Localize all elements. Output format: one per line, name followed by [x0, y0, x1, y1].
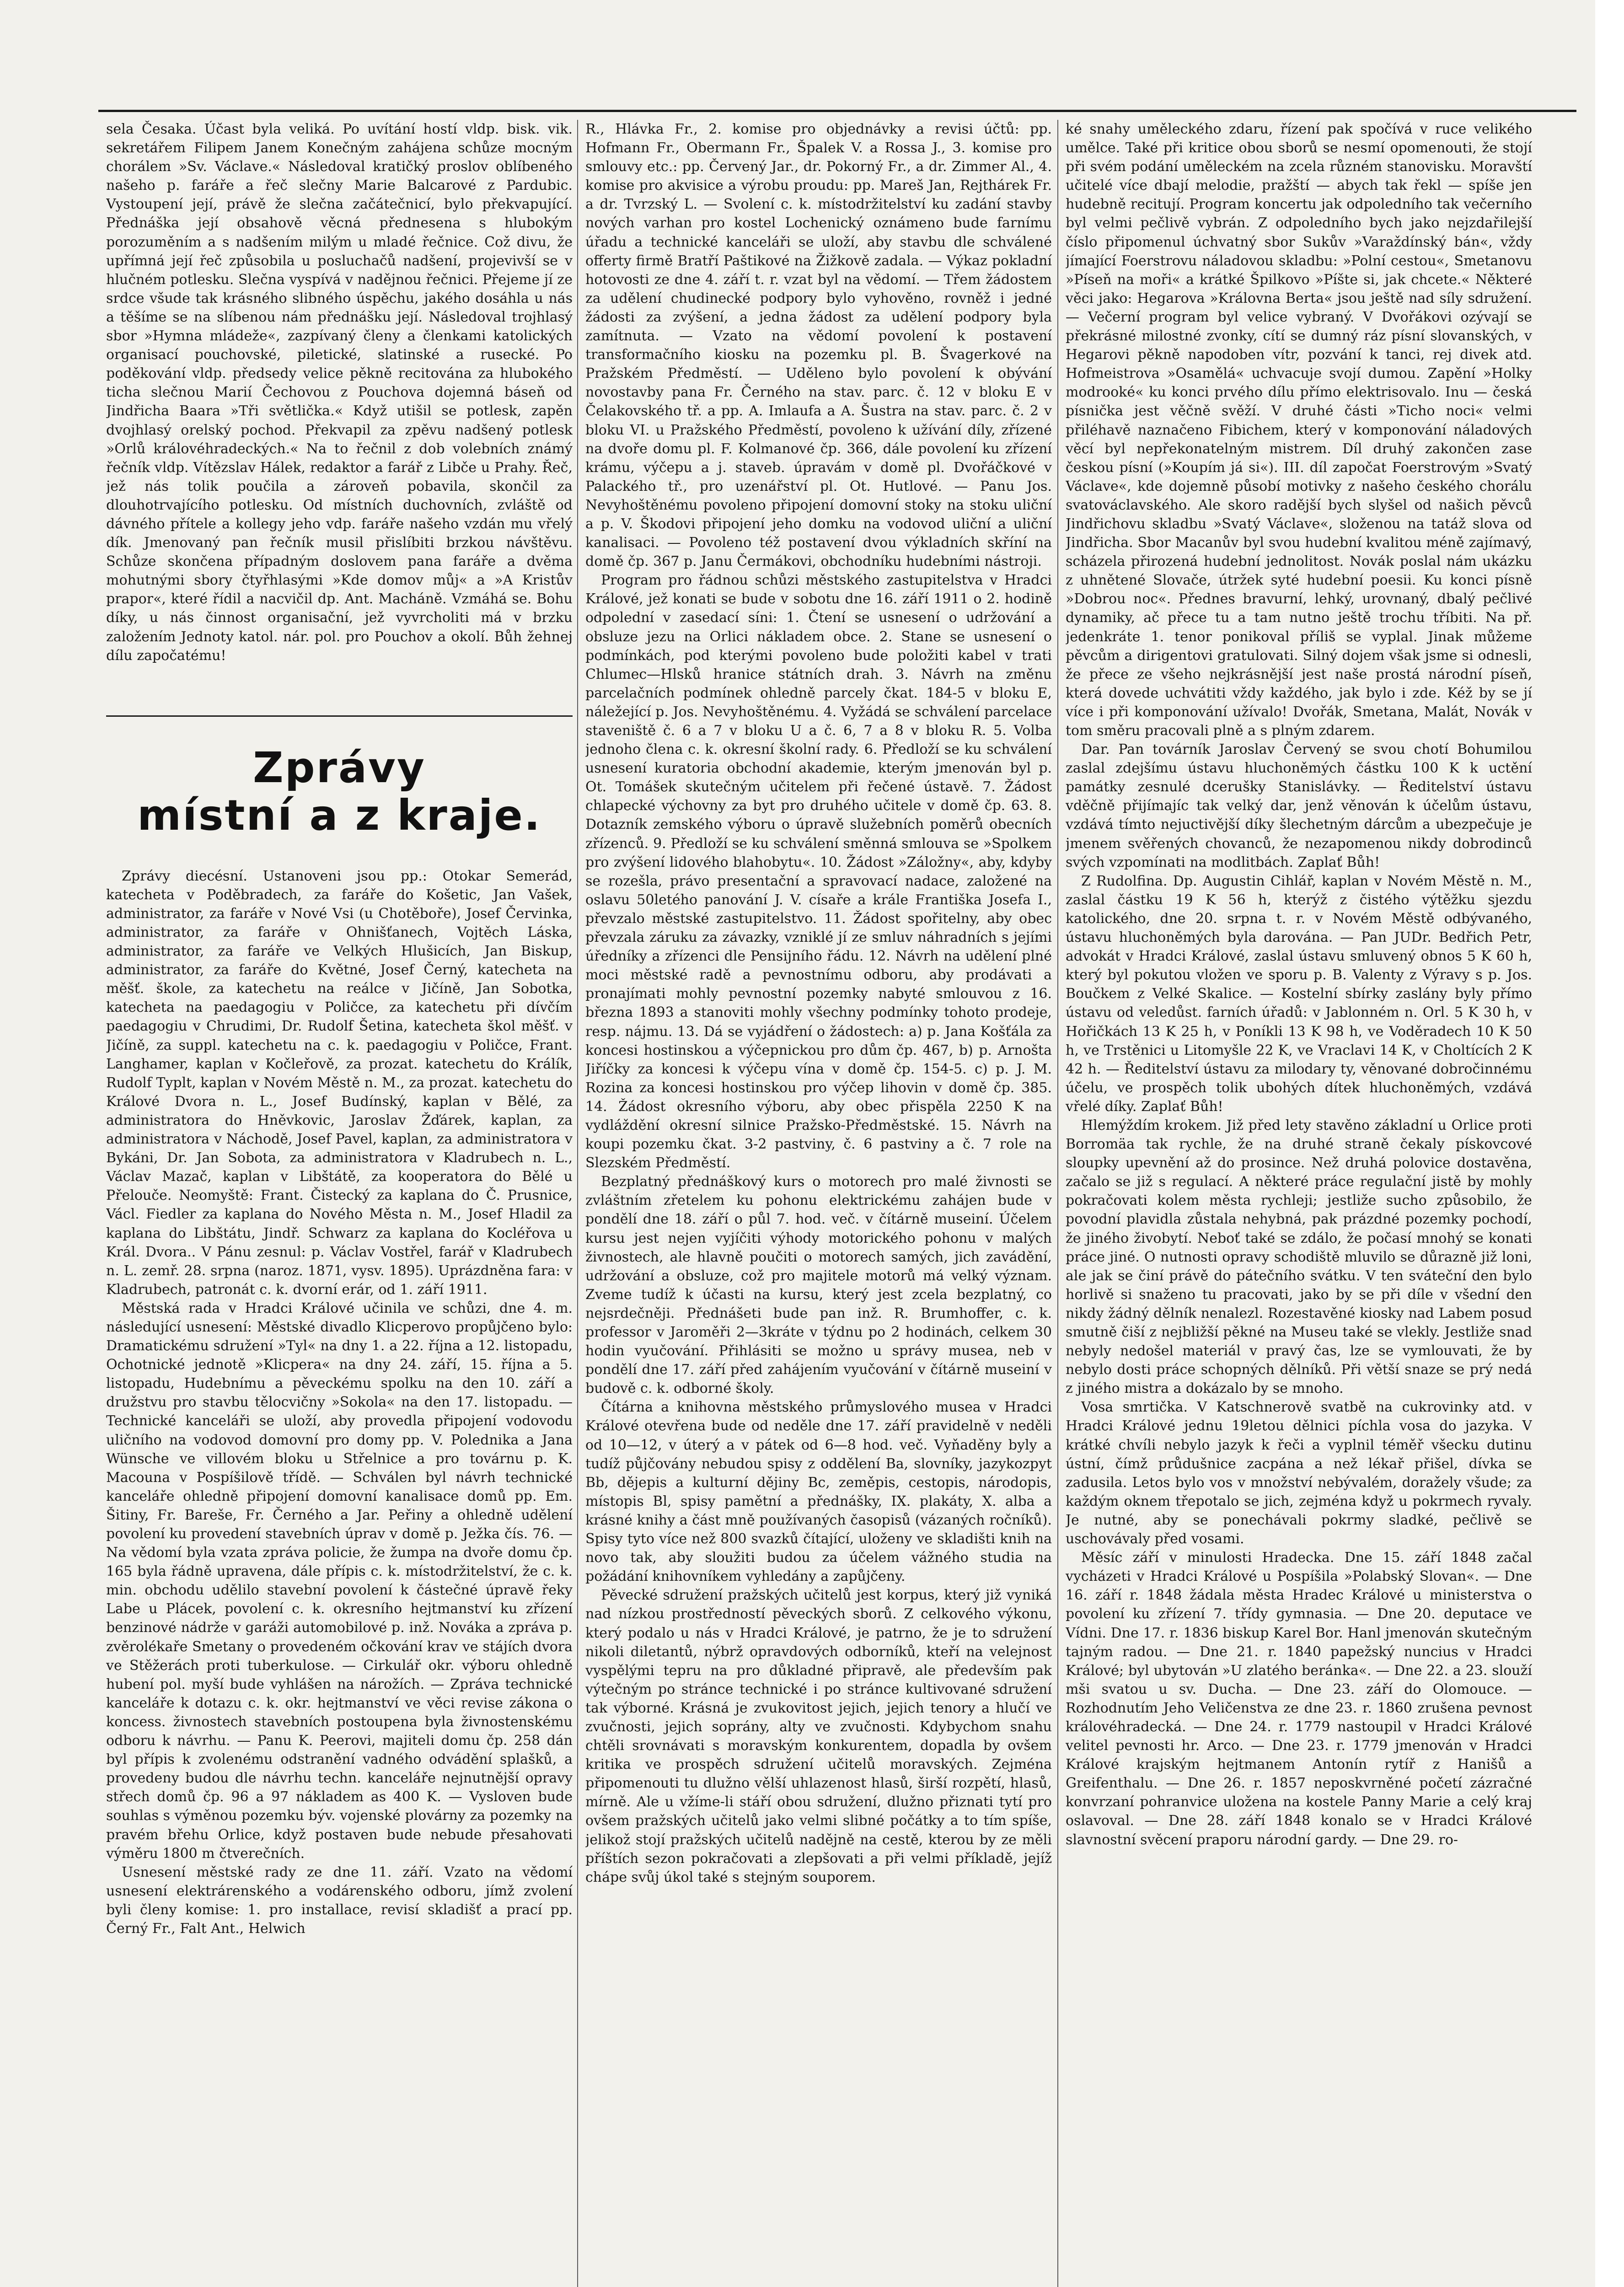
- section-heading-line-1: Zprávy: [253, 743, 426, 792]
- article-text: Vosa smrtička. V Katschnerově svatbě na cukrovinky atd. v Hradci Králové jednu 19letou dělnici píchla vosa do jazyka. V krátké chvíli nebylo jazyk k řeči a vyplnil téměř všecku dutinu ústní, čímž průdušnice zacpána a než lékař přišel, dívka se zadusila. Letos bylo vos v množství nebývalém, doražely všude; za každým oknem třepotalo se jich, zejména když u pokrmech ryvaly. Je nutné, aby se ponechávali pokrmy sladké, pečlivě se uschovávaly před vosami.: [1066, 1399, 1532, 1547]
- column-divider-2: [1057, 120, 1058, 2287]
- article-text: Pěvecké sdružení pražských učitelů jest korpus, který již vyniká nad nízkou prostředností pěveckých sborů. Z celkového výkonu, který podalo u nás v Hradci Králové, je patrno, že je to sdružení nikoli diletantů, nýbrž opravdových odborníků, kteří na velejnost vyspělými tepru na pro důkladné připravě, ale především pak výtečným po stránce technické i po stránce kultivované sdružení tak výborné. Krásná je zvukovitost jejich, jejich tenory a hlučí ve zvučnosti, jejich soprány, alty ve zvučnosti. Kdybychom snahu chtěli srovnávati s moravským konkurentem, dopadla by ovšem kritika ve prospěch sdružení učitelů moravských. Zejména připomenouti tu dlužno vělší uhlazenost hlasů, širší rozpětí, hlasů, mírně. Ale u vžíme-li stáří obou sdružení, dlužno přiznati tytí pro ovšem pražských učitelů jako velmi slibné počátky a to tím spíše, jelikož stojí pražských učitelů nadějně na cestě, kterou by ze měli příštích sezon pokračovati a zlepšovati a při velmi příkladě, jejíž chápe svůj úkol také s stejným souporem.: [585, 1587, 1052, 1885]
- column-3: [1066, 120, 1532, 2287]
- section-heading-line-2: místní a z kraje.: [137, 790, 541, 840]
- page-margin-strip: [1595, 0, 1624, 2287]
- article-text: Program pro řádnou schůzi městského zastupitelstva v Hradci Králové, jež konati se bude v sobotu dne 16. září 1911 o 2. hodině odpolední v zasedací síni: 1. Čtení se usnesení o udržování a obsluze jezu na Orlici nákladem obce. 2. Stane se usnesení o podmínkách, pod kterými povoleno bude položiti kabel v trati Chlumec—Hlsků hranice státních drah. 3. Návrh na změnu parcelačních podmínek ohledně parcely čkat. 184-5 v bloku E, náležející p. Jos. Nevyhoštěnému. 4. Vyžádá se schválení parcelace staveniště č. 6 a 7 v bloku U a č. 6, 7 a 8 v bloku R. 5. Volba jednoho člena c. k. okresní školní rady. 6. Předloží se ku schválení usnesení kuratoria obchodní akademie, kterým jmenován byl p. Ot. Tomášek skutečným učitelem při řečené ústavě. 7. Žádost chlapecké výchovny za byt pro druhého učitele v domě čp. 63. 8. Dotazník zemského výboru o úpravě služebních poměrů obecních zřízenců. 9. Předloží se ku schválení směnná smlouva se »Spolkem pro zvýšení lidového blahobytu«. 10. Žádost »Záložny«, aby, kdyby se rozešla, právo presentační a spravovací nadace, založené na oslavu 50letého panování J. V. císaře a krále Františka Josefa I., převzalo městské zastupitelstvo. 11. Žádost spořitelny, aby obec převzala záruku za závazky, vzniklé jí ze smluv náhradních s jejími úředníky a zřízenci dle Pensijního řádu. 12. Návrh na udělení plné moci městské radě a pevnostnímu odboru, aby prodávati a pronajímati mohly pevnostní pozemky nabyté smlouvou z 16. března 1893 a stanoviti mohly všechny podmínky tohoto prodeje, resp. nájmu. 13. Dá se vyjádření o žádostech: a) p. Jana Košťála za koncesi hostinskou a výčepnickou pro dům čp. 467, b) p. Arnošta Jiříčky za koncesi k výčepu vína v domě čp. 154-5. c) p. J. M. Rozina za koncesi hostinskou pro výčep lihovin v domě čp. 385. 14. Žádost okresního výboru, aby obec přispěla 2250 K na vydláždění okresní silnice Pražsko-Předměstské. 15. Návrh na koupi pozemku čkat. 3-2 pastviny, č. 6 pastviny a č. 7 role na Slezském Předměstí.: [585, 572, 1052, 1171]
- article-text: Měsíc září v minulosti Hradecka. Dne 15. září 1848 začal vycházeti v Hradci Králové u Pospíšila »Polabský Slovan«. — Dne 16. září r. 1848 žádala města Hradec Králové u ministerstva o povolení ku zřízení 7. třídy gymnasia. — Dne 20. deputace ve Vídni. Dne 17. r. 1836 biskup Karel Bor. Hanl jmenován skutečným tajným radou. — Dne 21. r. 1840 papežský nuncius v Hradci Králové; byl ubytován »U zlatého beránka«. — Dne 22. a 23. slouží mši svatou u sv. Ducha. — Dne 23. září do Olomouce. — Rozhodnutím Jeho Veličenstva ze dne 23. r. 1860 zrušena pevnost královéhradecká. — Dne 24. r. 1779 nastoupil v Hradci Králové velitel pevnosti hr. Arco. — Dne 23. r. 1779 jmenován v Hradci Králové krajským hejtmanem Antonín rytíř z Hanišů a Greifenthalu. — Dne 26. r. 1857 neposkvrněné početí zázračné konvrzaní pohranvice uložena na kostele Panny Marie a celý kraj oslavoval. — Dne 28. září 1848 konalo se v Hradci Králové slavnostní svěcení praporu národní gardy. — Dne 29. ro-: [1066, 1550, 1532, 1848]
- column-2: [585, 120, 1052, 2287]
- article-text: Usnesení městské rady ze dne 11. září. Vzato na vědomí usnesení elektrárenského a vodárenského odboru, jímž zvolení byli členy komise: 1. pro installace, revisí skladišť a prací pp. Černý Fr., Falt Ant., Helwich: [106, 1864, 573, 1937]
- article-text: Bezplatný přednáškový kurs o motorech pro malé živnosti se zvláštním zřetelem ku pohonu elektrickému zahájen bude v pondělí dne 18. září o půl 7. hod. več. v čítárně museiní. Účelem kursu jest nejen vyjíčiti výhody motorického pohonu v malých živnostech, ale hlavně poučiti o motorech samých, jich zavádění, udržování a obsluze, což pro majitele motorů má velký význam. Zveme tudíž k účasti na kursu, který jest zcela bezplatný, co nejsrdečněji. Přednášeti bude pan inž. R. Brumhoffer, c. k. professor v Jaroměři 2—3kráte v týdnu po 2 hodinách, celkem 30 hodin vyučování. Přihlásiti se možno u správy musea, neb v pondělí dne 17. září před zahájením vyučování v čítárně museiní v budově c. k. odborné školy.: [585, 1174, 1052, 1397]
- article-text: ké snahy uměleckého zdaru, řízení pak spočívá v ruce velikého umělce. Také při kritice obou sborů se nesmí opomenouti, že stojí při svém podání uměleckém na zcela různém stanovisku. Moravští učitelé více dbají melodie, pražští — abych tak řekl — spíše jen hudebně recitují. Program koncertu jak odpoledního tak večerního byl velmi pečlivě vybrán. Z odpoledního bych jako nejzdařilejší číslo připomenul úchvatný sbor Sukův »Varaždínský bán«, vždy jímající Foerstrovu náladovou skladbu: »Polní cestou«, Smetanovu »Píseň na moři« a krátké Špilkovo »Píšte si, jak chcete.« Některé věci jako: Hegarova »Královna Berta« jsou ještě nad síly sdružení. — Večerní program byl velice vybraný. V Dvořákovi ozývají se překrásné milostné zvonky, cítí se dumný ráz písní slovanských, v Hegarovi pěkně napodoben vítr, pozvání k tanci, rej divek atd. Hofmeistrova »Osamělá« uchvacuje svojí dumou. Zapění »Holky modrooké« ku konci prvého dílu přímo elektrisovalo. Inu — česká písnička jest věčně svěží. V druhé části »Ticho noci« velmi přiléhavě naznačeno Fibichem, který v komponování náladových věcí byl nepřekonatelným mistrem. Díl druhý zakončen zase českou písní (»Koupím já si«). III. díl započat Foerstrovým »Svatý Václave«, kde dojemně působí motivky z našeho českého chorálu svatováclavského. Ale skoro radější bych slyšel od našich pěvců Jindřichovu skladbu »Svatý Václave«, složenou na tatáž slova od Jindřicha. Sbor Macanův byl svou hudební kvalitou méně zajímavý, scházela přirozená hudební jednolitost. Novák poslal nám ukázku z uhnětené Slovače, útržek syté hudební poesii. Ku konci písně »Dobrou noc«. Přednes bravurní, lehký, urovnaný, dbalý pečlivé dynamiky, ač přece tu a tam nutno ještě trochu tříbiti. Na př. jedenkráte 1. tenor ponikoval příliš se vyplal. Jinak můžeme pěvcům a dirigentovi gratulovati. Silný dojem však jsme si odnesli, že přece ze všeho nejkrásnější jest naše prostá národní píseň, která dovede uchvátiti vždy každého, jak bylo i zde. Kéž by se jí více i při komponování užívalo! Dvořák, Smetana, Malát, Novák v tom směru pracovali plně a s plným zdarem.: [1066, 121, 1532, 739]
- article-text: Městská rada v Hradci Králové učinila ve schůzi, dne 4. m. následující usnesení: Městské divadlo Klicperovo propůjčeno bylo: Dramatickému sdružení »Tyl« na dny 1. a 22. října a 12. listopadu, Ochotnické jednotě »Klicpera« na dny 24. září, 15. října a 5. listopadu, Hudebnímu a pěveckému spolku na den 10. září a družstvu pro stavbu tělocvičny »Sokola« na den 17. listopadu. — Technické kanceláři se uloží, aby provedla připojení vodovodu uličního na vodovod domovní pro domy pp. V. Polednika a Jana Wünsche ve villovém bloku u Střelnice a pro továrnu p. K. Macouna v Pospíšilově třídě. — Schválen byl návrh technické kanceláře ohledně připojení domovní kanalisace domů pp. Em. Šitiny, Fr. Bareše, Fr. Černého a Jar. Peřiny a ohledně udělení povolení ku provedení stavebních úprav v domě p. Ježka čís. 76. — Na vědomí byla vzata zpráva policie, že žumpa na dvoře domu čp. 165 byla řádně upravena, dále přípis c. k. místodržitelství, že c. k. min. obchodu udělilo stavební povolení k částečné úpravě řeky Labe u Plácek, povolení c. k. okresního hejtmanství ku zřízení benzinové nádrže v garáži automobilové p. inž. Nováka a zpráva p. zvěrolékaře Smetany o provedeném očkování krav ve stájích dvora ve Stěžerách proti tuberkulose. — Cirkulář okr. výboru ohledně hubení pol. myší bude vyhlášen na nárožích. — Zpráva technické kanceláře k dotazu c. k. okr. hejtmanství ve věci revise zákona o koncess. živnostech stavebních postoupena byla živnostenskému odboru k návrhu. — Panu K. Peerovi, majiteli domu čp. 258 dán byl přípis k zvolenému odstranění vadného odvádění splašků, a provedeny budou dle návrhu techn. kanceláře nejnutnější opravy střech domů čp. 96 a 97 nákladem as 400 K. — Vysloven bude souhlas s výměnou pozemku býv. vojenské plovárny za pozemky na pravém břehu Orlice, když postaven bude nebude přesahovati výměru 1800 m čtverečních.: [106, 1300, 573, 1862]
- article-text: Hlemýždím krokem. Již před lety stavěno základní u Orlice proti Borromäa tak rychle, že na druhé straně čekaly pískovcové sloupky upevnění až do prosince. Než druhá polovice dostavěna, začalo se již s regulací. A některé práce regulační jistě by mohly pokračovati kolem města rychleji; jestliže sucho způsobilo, že povodní plavidla zůstala nehybná, pak prázdné pozemky pochodí, že jiného živobytí. Neboť také se zdálo, že počasí mnohý se konati práce jiné. O nutnosti opravy schodiště mluvilo se důrazně již loni, ale jak se činí právě do pátečního svátku. V ten sváteční den bylo horlivě si snaženo tu pracovati, jako by se při díle v všední den nikdy žádný dělník nenalezl. Rozestavěné kiosky nad Labem posud smutně čiší z nejbližší pěkné na Museu také se vlekly. Jestliže snad nebyly nedošel materiál v pravý čas, lze se vymlouvati, že by nebylo dosti práce schopných dělníků. Při větší snaze se prý nedá z jiného mistra a dokázalo by se mnoho.: [1066, 1117, 1532, 1397]
- article-text: R., Hlávka Fr., 2. komise pro objednávky a revisi účtů: pp. Hofmann Fr., Obermann Fr., Špalek V. a Rossa J., 3. komise pro smlouvy etc.: pp. Červený Jar., dr. Pokorný Fr., a dr. Zimmer Al., 4. komise pro akvisice a výrobu proudu: pp. Mareš Jan, Rejthárek Fr. a dr. Tvrzský L. — Svolení c. k. místodržitelství ku zadání stavby nových varhan pro kostel Lochenický oznámeno bude farnímu úřadu a technické kanceláři se uloží, aby stavbu dle schválené offerty firmě Bratří Paštikové na Žižkově zadala. — Výkaz pokladní hotovosti ze dne 4. září t. r. vzat byl na vědomí. — Třem žádostem za udělení chudinecké podpory bylo vyhověno, rovněž i jedné žádosti za zvýšení, a jedna žádost za udělení podpory byla zamítnuta. — Vzato na vědomí povolení k postavení transformačního kiosku na pozemku pl. B. Švagerkové na Pražském Předměstí. — Uděleno bylo povolení k obývání novostavby pana Fr. Černého na stav. parc. č. 12 v bloku E v Čelakovského tř. a pp. A. Imlaufa a A. Šustra na stav. parc. č. 2 v bloku VI. u Pražského Předměstí, povoleno k užívání díly, zřízené na dvoře domu pl. F. Kolmanové čp. 366, dále povolení ku zřízení krámu, výčepu a j. staveb. úpravám v domě pl. Dvořáčkové v Palackého tř., pro uzenářství pl. Ot. Hutlové. — Panu Jos. Nevyhoštěnému povoleno připojení domovní stoky na stoku uliční a p. V. Škodovi připojení jeho domku na vodovod uliční a uliční kanalisaci. — Povoleno též postavení dvou výkladních skříní na domě čp. 367 p. Janu Čermákovi, obchodníku hudebními nástroji.: [585, 121, 1052, 570]
- article-text: Zprávy diecésní. Ustanoveni jsou pp.: Otokar Semerád, katecheta v Poděbradech, za faráře do Košetic, Jan Vašek, administrator, za faráře v Nové Vsi (u Chotěboře), Josef Červinka, administrator, za faráře v Ohnišťanech, Vojtěch Láska, administrator, za faráře ve Velkých Hlušicích, Jan Biskup, administrator, za faráře do Květné, Josef Černý, katecheta na měšť. škole, za katechetu na reálce v Jičíně, Jan Sobotka, katecheta na paedagogiu v Poličce, za katechetu při dívčím paedagogiu v Chrudimi, Dr. Rudolf Šetina, katecheta škol měšť. v Jičíně, za suppl. katechetu na c. k. paedagogiu v Poličce, Frant. Langhamer, kaplan v Kočleřově, za prozat. katechetu do Králík, Rudolf Typlt, kaplan v Novém Městě n. M., za prozat. katechetu do Králové Dvora n. L., Josef Budínský, kaplan v Bělé, za administratora do Hněvkovic, Jaroslav Žďárek, kaplan, za administratora v Náchodě, Josef Pavel, kaplan, za administratora v Bykáni, Dr. Jan Sobota, za administratora v Kladrubech n. L., Václav Mazač, kaplan v Libštátě, za kooperatora do Bělé u Přelouče. Neomyště: Frant. Čistecký za kaplana do Č. Prusnice, Václ. Fiedler za kaplana do Nového Města n. M., Josef Hladil za kaplana do Libštátu, Jindř. Schwarz za kaplana do Kocléřova u Král. Dvora.. V Pánu zesnul: p. Václav Vostřel, farář v Kladrubech n. L. zemř. 28. srpna (naroz. 1871, vysv. 1895). Uprázdněna fara: v Kladrubech, patronát c. k. dvorní erár, od 1. září 1911.: [106, 868, 573, 1298]
- article-text: sela Česaka. Účast byla veliká. Po uvítání hostí vldp. bisk. vik. sekretářem Filipem Janem Konečným zahájena schůze mocným chorálem »Sv. Václave.« Následoval kratičký proslov oblíbeného našeho p. faráře a řeč slečny Marie Balcarové z Pardubic. Vystoupení její, právě že slečna začátečnicí, bylo překvapující. Přednáška její obsahově věcná přednesena s hlubokým porozuměním a s nadšením milým u mladé řečnice. Což divu, že upřímná její řeč způsobila u posluchačů nadšení, projevivší se v hlučném potlesku. Slečna vyspívá v nadějnou řečnici. Přejeme jí ze srdce všude tak krásného slibného úspěchu, jakého dosáhla u nás a těšíme se na slíbenou nám přednášku její. Následoval trojhlasý sbor »Hymna mládeže«, zazpívaný členy a členkami katolických organisací pouchovské, piletické, slatinské a rusecké. Po poděkování vldp. předsedy velice pěkně recitována za hlubokého ticha slečnou Marií Čechovou z Pouchova dojemná báseň od Jindřicha Baara »Tři světlička.« Když utišil se potlesk, zapěn dvojhlasý orelský pochod. Překvapil za zpěvu nadšený potlesk »Orlů královéhradeckých.« Na to řečnil z dob volebních známý řečník vldp. Vítězslav Hálek, redaktor a farář z Libče u Prahy. Řeč, jež nás tolik poučila a zároveň pobavila, skončil za dlouhotrvajícího potlesku. Od místních duchovních, zvláště od dávného přítele a kollegy jeho vdp. faráře našeho vzdán mu vřelý dík. Jmenovaný pan řečník musil přislíbiti brzkou návštěvu. Schůze skončena případným doslovem pana faráře a dvěma mohutnými sbory čtyřhlasými »Kde domov můj« a »A Kristův prapor«, které řídil a nacvičil dp. Ant. Macháně. Vzmáhá se. Bohu díky, u nás činnost organisační, jež vyvrcholiti má v brzku založením Jednoty katol. nár. pol. pro Pouchov a okolí. Bůh žehnej dílu započatému!: [106, 121, 573, 664]
- article-text: Čítárna a knihovna městského průmyslového musea v Hradci Králové otevřena bude od neděle dne 17. září pravidelně v neděli od 10—12, v úterý a v pátek od 6—8 hod. več. Vyňaděny byly a tudíž půjčovány nebudou spisy z oddělení Ba, slovníky, jazykozpyt Bb, dějepis a kulturní dějiny Bc, zeměpis, cestopis, národopis, místopis Bl, spisy pamětní a přednášky, IX. plakáty, X. alba a krásné knihy a část mně používaných časopisů (vázaných ročníků). Spisy tyto více než 800 svazků čítající, uloženy ve skladišti knih na novo tak, aby sloužiti budou za účelem vážného studia na požádání knihovníkem vyhledány a zapůjčeny.: [585, 1399, 1052, 1585]
- article-text: Z Rudolfina. Dp. Augustin Cihlář, kaplan v Novém Městě n. M., zaslal částku 19 K 56 h, kterýž z čistého výtěžku sjezdu katolického, dne 20. srpna t. r. v Novém Městě odbývaného, ústavu hluchoněmých byla darována. — Pan JUDr. Bedřich Petr, advokát v Hradci Králové, zaslal ústavu smluvený obnos 5 K 60 h, který byl pokutou vložen ve sporu p. B. Valenty z Výravy s p. Jos. Boučkem z Velké Skalice. — Kostelní sbírky zaslány byly přímo ústavu od veledůst. farních úřadů: v Jablonném n. Orl. 5 K 30 h, v Hořičkách 13 K 25 h, v Poníkli 13 K 98 h, ve Voděradech 10 K 50 h, ve Trstěnici u Litomyšle 22 K, ve Vraclavi 14 K, v Choltících 2 K 42 h. — Ředitelství ústavu za milodary ty, věnované dobročinnému účelu, ve prospěch tolik ubohých dítek hluchoněmých, vzdává vřelé díky. Zaplať Bůh!: [1066, 873, 1532, 1115]
- column-1: [106, 120, 573, 2287]
- top-rule: [98, 110, 1576, 112]
- column-divider-1: [577, 120, 578, 2287]
- section-heading: [106, 715, 573, 839]
- article-text: Dar. Pan továrník Jaroslav Červený se svou chotí Bohumilou zaslal zdejšímu ústavu hluchoněmých částku 100 K k uctění památky zesnulé dcerušky Stanislávky. — Ředitelství ústavu vděčně přijímajíc tak velký dar, jenž věnován k účelům ústavu, vzdává tímto nejuctivější díky šlechetným dárcům a ubezpečuje je jmenem svěřených chovanců, že nezapomenou nikdy dobrodinců svých vzpomínati na modlitbách. Zaplať Bůh!: [1066, 741, 1532, 870]
